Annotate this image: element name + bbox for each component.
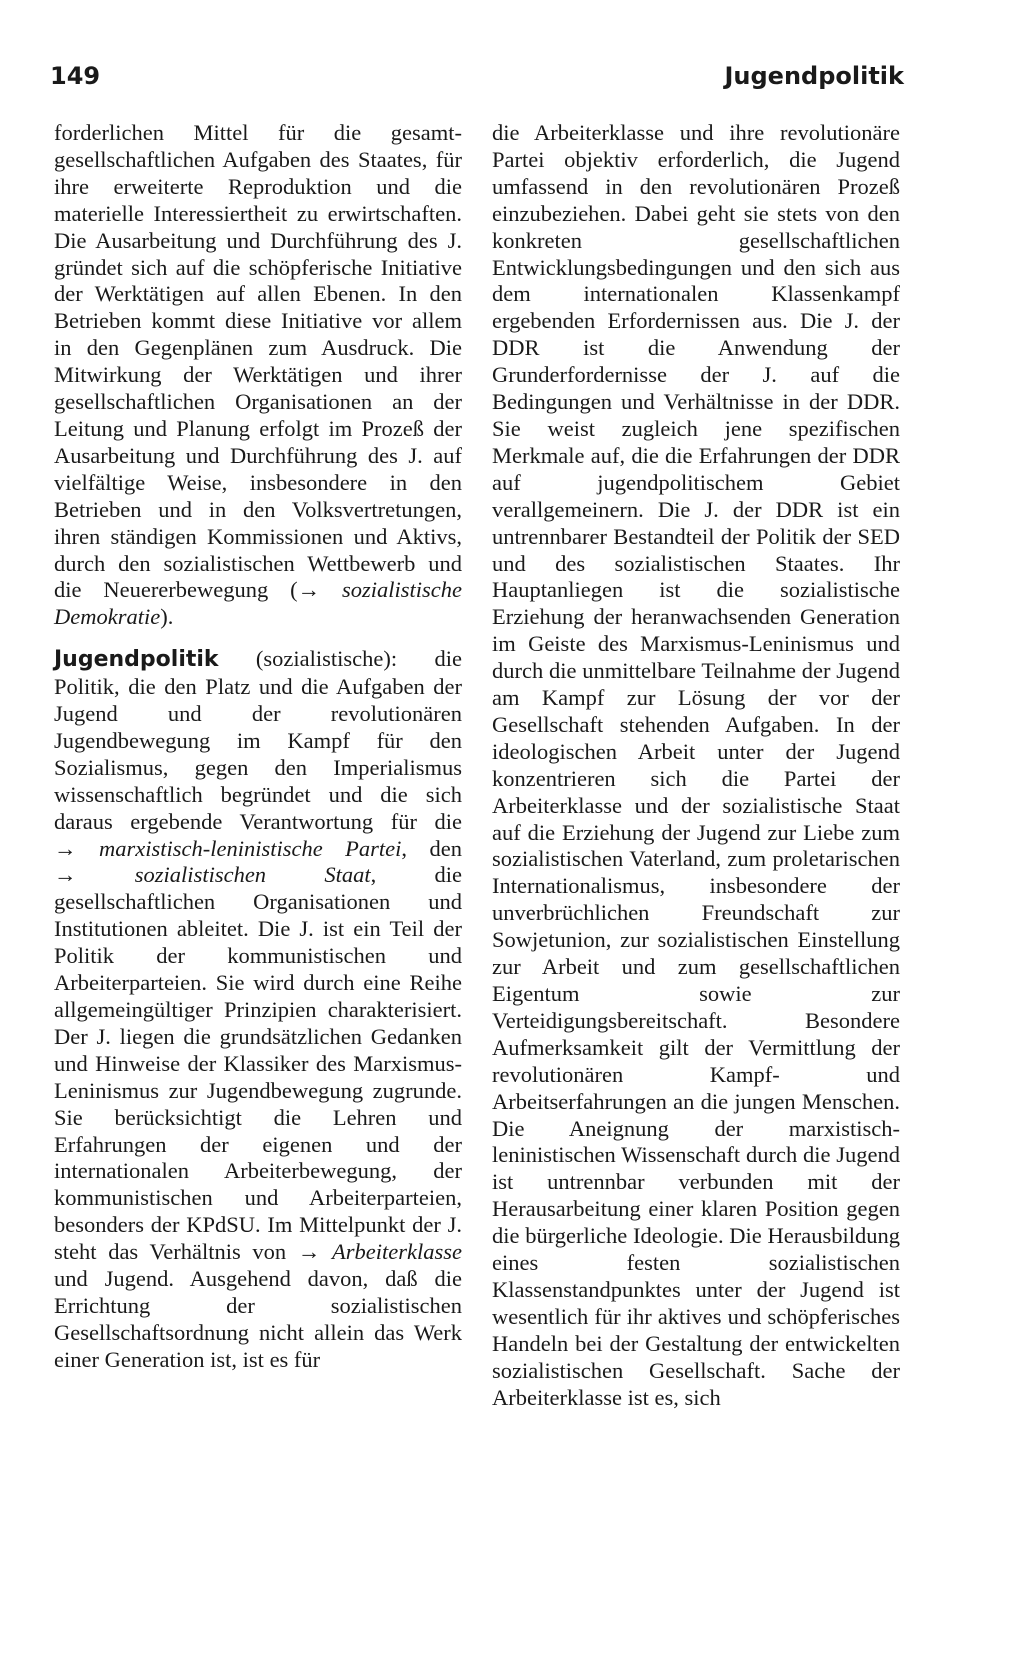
text-run: , die gesellschaftlichen Organisationen und Institutionen ableitet. Die J. ist ein Teil der Politik der kommunistischen und Arbeiterparteien. Sie wird durch eine Reihe allgemeingültiger Prinzipien charakterisiert. Der J. liegen die grundsätzlichen Gedanken und Hinweise der Klassiker des Marxismus-Leninismus zur Jugendbewegung zugrunde. Sie berücksichtigt die Lehren und Erfahrungen der eigenen und der internationalen Arbeiterbewegung, der kommunistischen und Arbeiterparteien, besonders der KPdSU. Im Mittelpunkt der J. steht das Verhältnis von [54, 862, 462, 1265]
cross-reference-link[interactable]: marxistisch-leninistische Partei [98, 835, 402, 861]
text-run: (sozialistische): die Politik, die den Platz und die Aufgaben der Jugend und der revolutionären Jugendbewegung im Kampf für den Sozialismus, gegen den Imperialismus wissenschaftlich begründet und die sich daraus ergebende Verantwortung für die [54, 646, 462, 834]
cross-reference-link[interactable]: sozialistischen Staat [134, 862, 371, 888]
running-head: Jugendpolitik [724, 62, 904, 90]
cross-reference-arrow-icon: → [297, 1239, 321, 1265]
cross-reference-link[interactable]: sozialistische Demokratie [54, 577, 462, 630]
left-column [54, 120, 462, 1374]
cross-reference-arrow-icon: → [54, 862, 77, 888]
page-header [50, 62, 904, 102]
cross-reference-link[interactable]: Arbeiterklasse [332, 1239, 463, 1265]
entry-headword: Jugendpolitik [54, 647, 219, 673]
paragraph-continuation [54, 120, 462, 631]
text-run: , den [401, 835, 462, 861]
page-number: 149 [50, 62, 101, 90]
text-run: und Jugend. Ausgehend davon, daß die Errichtung der sozialistischen Gesellschaftsordnung nicht allein das Werk einer Generation ist, ist es für [54, 1266, 462, 1372]
cross-reference-arrow-icon: → [54, 835, 77, 861]
cross-reference-arrow-icon: → [297, 577, 321, 603]
text-run: ). [160, 604, 174, 630]
text-run: forderlichen Mittel für die gesamtgesellschaftlichen Aufgaben des Staates, für ihre erweiterte Reproduktion und die materielle Interessiertheit zu erwirtschaften. Die Ausarbeitung und Durchführung des J. gründet sich auf die schöpferische Initiative der Werktätigen auf allen Ebenen. In den Betrieben kommt diese Initiative vor allem in den Gegenplänen zum Ausdruck. Die Mitwirkung der Werktätigen und ihrer gesellschaftlichen Organisationen an der Leitung und Planung erfolgt im Prozeß der Ausarbeitung und Durchführung des J. auf vielfältige Weise, insbesondere in den Betrieben und in den Volksvertretungen, ihren ständigen Kommissionen und Aktivs, durch den sozialistischen Wettbewerb und die Neuererbewegung ( [54, 120, 462, 603]
right-column [492, 120, 900, 1412]
paragraph-text: die Arbeiterklasse und ihre revolutionäre Partei objektiv erforderlich, die Jugend umfassend in den revolutionären Prozeß einzubeziehen. Dabei geht sie stets von den konkreten gesellschaftlichen Entwicklungsbedingungen und den sich aus dem internationalen Klassenkampf ergebenden Erfordernissen aus. Die J. der DDR ist die Anwendung der Grunderfordernisse der J. auf die Bedingungen und Verhältnisse in der DDR. Sie weist zugleich jene spezifischen Merkmale auf, die die Erfahrungen der DDR auf jugendpolitischem Gebiet verallgemeinern. Die J. der DDR ist ein untrennbarer Bestandteil der Politik der SED und des sozialistischen Staates. Ihr Hauptanliegen ist die sozialistische Erziehung der heranwachsenden Generation im Geiste des Marxismus-Leninismus und durch die unmittelbare Teilnahme der Jugend am Kampf zur Lösung der vor der Gesellschaft stehenden Aufgaben. In der ideologischen Arbeit unter der Jugend konzentrieren sich die Partei der Arbeiterklasse und der sozialistische Staat auf die Erziehung der Jugend zur Liebe zum sozialistischen Vaterland, zum proletarischen Internationalismus, insbesondere der unverbrüchlichen Freundschaft zur Sowjetunion, zur sozialistischen Einstellung zur Arbeit und zum gesellschaftlichen Eigentum sowie zur Verteidigungsbereitschaft. Besondere Aufmerksamkeit gilt der Vermittlung der revolutionären Kampf- und Arbeitserfahrungen an die jungen Menschen. Die Aneignung der marxistisch-leninistischen Wissenschaft durch die Jugend ist untrennbar verbunden mit der Herausarbeitung einer klaren Position gegen die bürgerliche Ideologie. Die Herausbildung eines festen sozialistischen Klassenstandpunktes unter der Jugend ist wesentlich für ihr aktives und schöpferisches Handeln bei der Gestaltung der entwickelten sozialistischen Gesellschaft. Sache der Arbeiterklasse ist es, sich [492, 120, 900, 1410]
entry-paragraph [54, 646, 462, 1373]
